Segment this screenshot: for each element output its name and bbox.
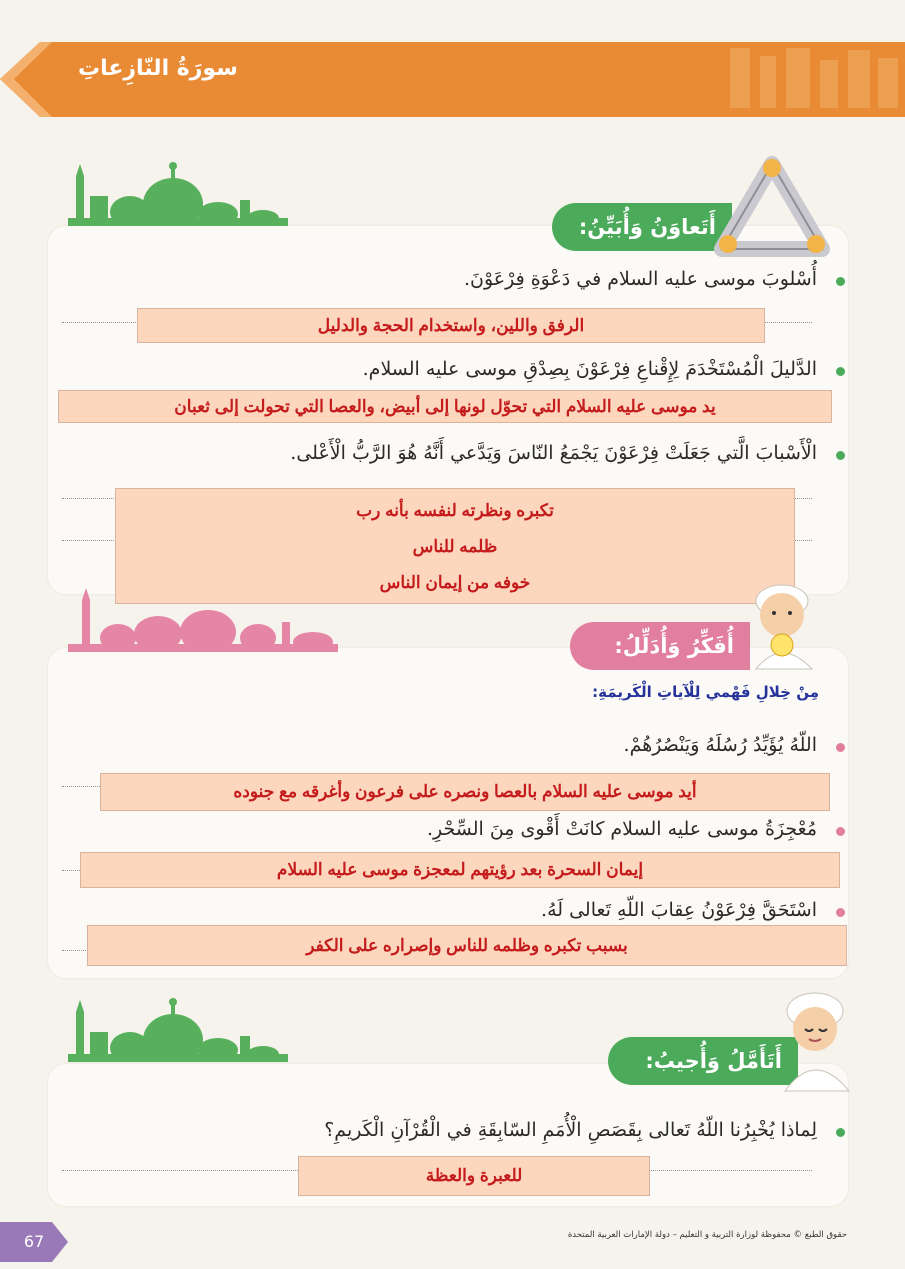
bullet xyxy=(836,827,845,836)
answer-1-1[interactable]: الرفق واللين، واستخدام الحجة والدليل xyxy=(137,308,765,343)
question-3-1: لِماذا يُخْبِرُنا اللّهُ تَعالى بِقَصَصِ الْأُمَمِ السّابِقَةِ في الْقُرْآنِ الْكَريمِ؟ xyxy=(324,1119,817,1141)
answer-2-3[interactable]: بسبب تكبره وظلمه للناس وإصراره على الكفر xyxy=(87,925,847,966)
bullet xyxy=(836,367,845,376)
boy-lightbulb-icon xyxy=(732,577,837,672)
mosque-skyline-green-2 xyxy=(68,992,288,1062)
boy-thinking-icon xyxy=(775,987,855,1092)
bullet xyxy=(836,277,845,286)
answer-1-3-line-1: تكبره ونظرته لنفسه بأنه رب xyxy=(356,501,554,520)
mosque-skyline-pink xyxy=(68,582,338,652)
question-1-3: الْأَسْبابَ الَّتي جَعَلَتْ فِرْعَوْنَ يَجْمَعُ النّاسَ وَيَدَّعي أَنَّهُ هُوَ الرَّبُّ الْأَعْلى. xyxy=(290,442,817,464)
teamwork-hands-icon xyxy=(712,154,832,264)
answer-3-1[interactable]: للعبرة والعظة xyxy=(298,1156,650,1196)
question-2-3: اسْتَحَقَّ فِرْعَوْنُ عِقابَ اللّهِ تَعالى لَهُ. xyxy=(541,899,817,921)
bullet xyxy=(836,1128,845,1137)
question-2-2: مُعْجِزَةُ موسى عليه السلام كانَتْ أَقْوى مِنَ السِّحْرِ. xyxy=(426,818,817,840)
answer-2-2[interactable]: إيمان السحرة بعد رؤيتهم لمعجزة موسى عليه السلام xyxy=(80,852,840,888)
section-2-subheading: مِنْ خِلالِ فَهْمي لِلْآياتِ الْكَريمَةِ: xyxy=(592,683,819,701)
question-1-2: الدَّليلَ الْمُسْتَخْدَمَ لِإِقْناعِ فِرْعَوْنَ بِصِدْقِ موسى عليه السلام. xyxy=(362,358,817,380)
answer-1-3-line-2: ظلمه للناس xyxy=(412,537,498,556)
footer-copyright: حقوق الطبع © محفوظة لوزارة التربية و التعليم – دولة الإمارات العربية المتحدة xyxy=(567,1230,847,1240)
answer-1-3-line-3: خوفه من إيمان الناس xyxy=(379,573,531,592)
section-heading-1: أَتَعاوَنُ وَأُبَيِّنُ: xyxy=(552,203,732,251)
page-number: 67 xyxy=(23,1232,45,1251)
answer-1-2[interactable]: يد موسى عليه السلام التي تحوّل لونها إلى أبيض، والعصا التي تحولت إلى ثعبان xyxy=(58,390,832,423)
bullet xyxy=(836,743,845,752)
question-2-1: اللّهُ يُؤَيِّدُ رُسُلَهُ وَيَنْصُرُهُمْ. xyxy=(623,734,817,756)
section-heading-3: أَتَأَمَّلُ وَأُجيبُ: xyxy=(608,1037,798,1085)
mosque-skyline-green-1 xyxy=(68,156,288,226)
section-heading-2: أُفَكِّرُ وَأُدَلِّلُ: xyxy=(570,622,750,670)
bullet xyxy=(836,451,845,460)
bullet xyxy=(836,908,845,917)
question-1-1: أُسْلوبَ موسى عليه السلام في دَعْوَةِ فِرْعَوْنَ. xyxy=(463,268,817,290)
answer-2-1[interactable]: أيد موسى عليه السلام بالعصا ونصره على فرعون وأغرقه مع جنوده xyxy=(100,773,830,811)
page-title: سورَةُ النّازِعاتِ xyxy=(78,56,238,81)
